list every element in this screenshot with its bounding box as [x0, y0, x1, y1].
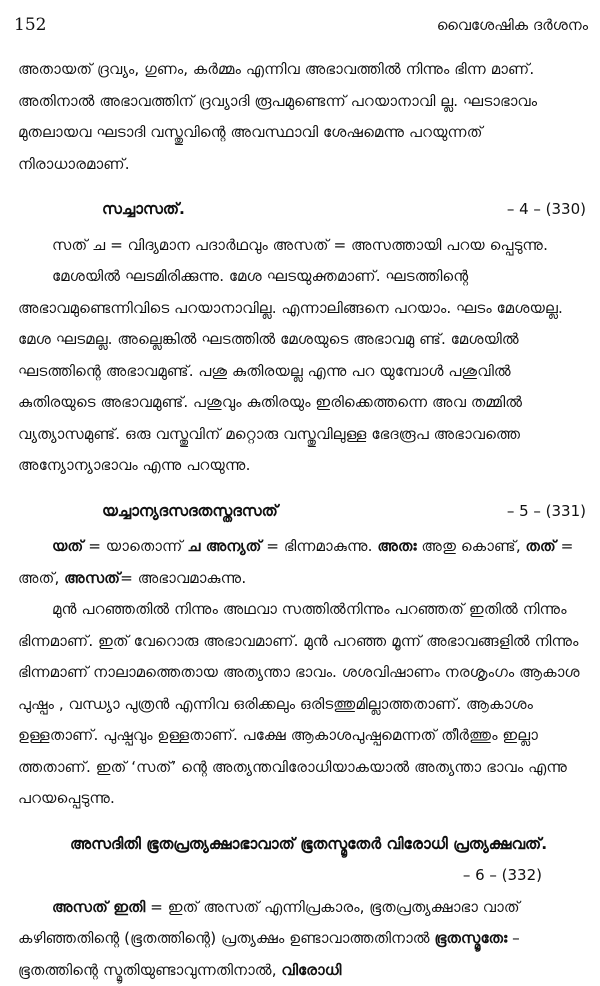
sutra-4-number: – 4 – (330) [507, 194, 588, 226]
gloss-meaning: = യാതൊന്ന് [83, 537, 187, 555]
sutra-5-explanation: മുൻ പറഞ്ഞതിൽ നിന്നും അഥവാ സത്തിൽനിന്നും പറഞ്ഞത് ഇതിൽ നിന്നും ഭിന്നമാണ്. ഇത് വേറൊരു അഭാവമാണ്. മുൻ പറഞ്ഞ മൂന്ന് അഭാവങ്ങളിൽ നിന്നും ഭിന്നമാണ് നാലാമത്തെതായ അത്യന്താ ഭാവം. ശശവിഷാണം നരശൃംഗം ആകാശ പുഷ്പം , വന്ധ്യാ പുത്രൻ എന്നിവ ഒരിക്കലും ഒരിടത്തുമില്ലാത്തതാണ്. ആകാശം ഉള്ളതാണ്. പുഷ്പവും ഉള്ളതാണ്. പക്ഷേ ആകാശപുഷ്പമെന്നത് തീർത്തും ഇല്ലാ ത്തതാണ്. ഇത് ‘സത്’ ന്റെ അത്യന്തവിരോധിയാകയാൽ അത്യന്താ ഭാവം എന്നു പറയപ്പെടുന്നു. [18, 594, 588, 815]
gloss-meaning: = അത്, [18, 537, 573, 587]
gloss-meaning: = ഭിന്നമാകുന്നു. [261, 537, 377, 555]
sutra-4-explanation: മേശയിൽ ഘടമിരിക്കുന്നു. മേശ ഘടയുക്തമാണ്. ഘടത്തിന്റെ അഭാവമുണ്ടെന്നിവിടെ പറയാനാവില്ല. എന്നാലിങ്ങനെ പറയാം. ഘടം മേശയല്ല. മേശ ഘടമല്ല. അല്ലെങ്കിൽ ഘടത്തിൽ മേശയുടെ അഭാവമു ണ്ട്. മേശയിൽ ഘടത്തിന്റെ അഭാവമുണ്ട്. പശു കുതിരയല്ല എന്നു പറ യുമ്പോൾ പശുവിൽ കുതിരയുടെ അഭാവമുണ്ട്. പശുവും കുതിരയും ഇരിക്കെത്തന്നെ അവ തമ്മിൽ വ്യത്യാസമുണ്ട്. ഒരു വസ്തുവിന് മറ്റൊരു വസ്തുവിലുള്ള ഭേദരൂപ അഭാവത്തെ അന്യോന്യാഭാവം എന്നു പറയുന്നു. [18, 261, 588, 482]
gloss-word: യത് [52, 537, 83, 555]
sutra-4-heading [18, 194, 588, 226]
gloss-word: ഭൂതസ്മൃതേഃ [435, 929, 508, 947]
sutra-6-number: – 6 – (332) [18, 860, 588, 892]
gloss-word: അതഃ [377, 537, 416, 555]
sutra-5-heading [18, 496, 588, 528]
page-body [18, 54, 588, 986]
sutra-4-text: സച്ചാസത്. [102, 194, 185, 226]
sutra-6-gloss [18, 892, 588, 986]
sutra-5-gloss [18, 531, 588, 594]
sutra-5-text: യച്ചാന്യദസദതസ്തദസത് [102, 496, 278, 528]
gloss-word: തത് [526, 537, 556, 555]
sutra-6-text: അസദിതി ഭൂതപ്രത്യക്ഷാഭാവാത് ഭൂതസ്മൃതേർ വിരോധി പ്രത്യക്ഷവത്. [18, 829, 588, 861]
gloss-meaning: = അഭാവമാകുന്നു. [120, 569, 246, 587]
running-title: വൈശേഷിക ദർശനം [437, 16, 588, 34]
gloss-meaning: അതു കൊണ്ട്, [417, 537, 526, 555]
gloss-meaning: = ഇത് അസത് എന്നിപ്രകാരം, ഭൂതപ്രത്യക്ഷാഭാ വാത് കഴിഞ്ഞതിന്റെ (ഭൂതത്തിന്റെ) പ്രത്യക്ഷം ഉണ്ടാവാത്തതിനാൽ [18, 898, 520, 948]
page-number: 152 [14, 15, 46, 35]
gloss-word: അസത് [64, 569, 120, 587]
gloss-meaning: – ഭൂതത്തിന്റെ സ്മൃതിയുണ്ടാവുന്നതിനാൽ, [18, 929, 520, 979]
sutra-4-gloss: സത് ച = വിദ്യമാന പദാർഥവും അസത് = അസത്തായി പറയ പ്പെടുന്നു. [18, 230, 588, 262]
gloss-word: അസത് ഇതി [52, 898, 145, 916]
intro-paragraph: അതായത് ദ്രവ്യം, ഗുണം, കർമ്മം എന്നിവ അഭാവത്തിൽ നിന്നും ഭിന്ന മാണ്. അതിനാൽ അഭാവത്തിന് ദ്രവ്യാദി രൂപമുണ്ടെന്ന് പറയാനാവി ല്ല. ഘടാഭാവം മുതലായവ ഘടാദി വസ്തുവിന്റെ അവസ്ഥാവി ശേഷമെന്നു പറയുന്നത് നിരാധാരമാണ്. [18, 54, 588, 180]
sutra-5-number: – 5 – (331) [507, 496, 588, 528]
gloss-word: വിരോധി [281, 961, 341, 979]
page-header [14, 10, 588, 40]
gloss-word: ച അന്യത് [187, 537, 261, 555]
